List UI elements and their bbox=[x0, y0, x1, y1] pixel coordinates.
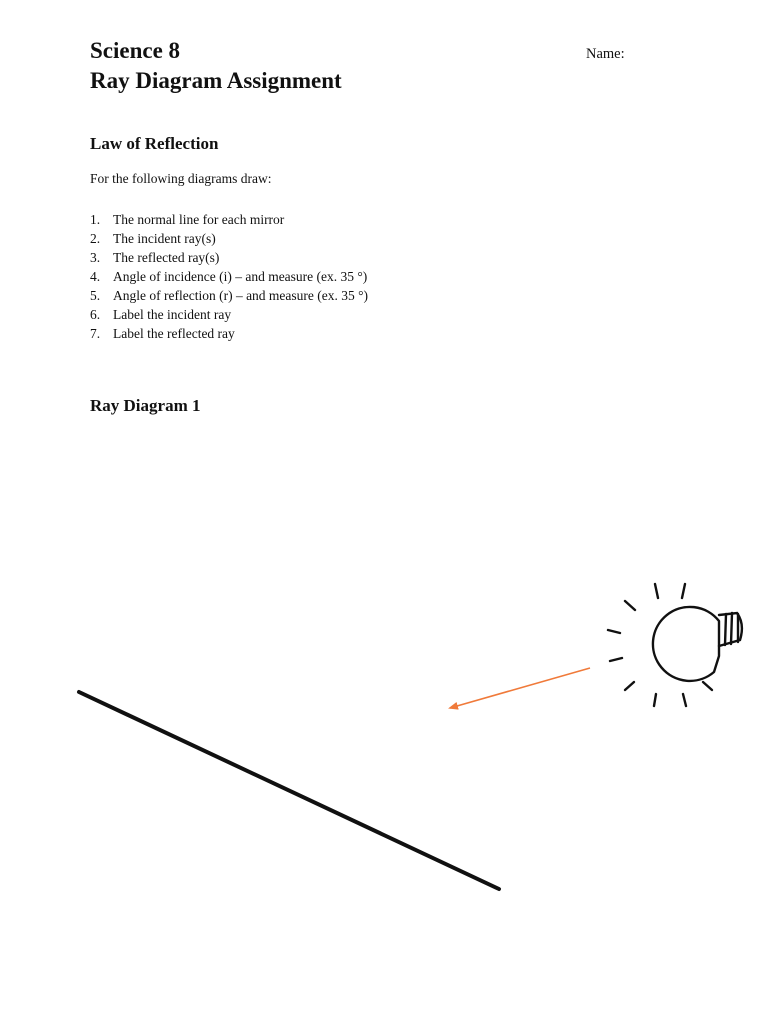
name-label: Name: bbox=[586, 46, 625, 62]
list-item: 7. Label the reflected ray bbox=[90, 326, 235, 341]
list-item: 3. The reflected ray(s) bbox=[90, 250, 220, 265]
list-item: 1. The normal line for each mirror bbox=[90, 212, 285, 227]
incident-ray-arrow bbox=[450, 668, 590, 708]
list-item: 2. The incident ray(s) bbox=[90, 231, 216, 246]
light-bulb-icon bbox=[608, 584, 742, 706]
list-item: 5. Angle of reflection (r) – and measure (ex. 35 °) bbox=[90, 288, 369, 303]
list-item: 4. Angle of incidence (i) – and measure (ex. 35 °) bbox=[90, 269, 368, 284]
list-item: 6. Label the incident ray bbox=[90, 307, 232, 322]
instructions-intro: For the following diagrams draw: bbox=[90, 171, 272, 186]
section-heading-ray-diagram-1: Ray Diagram 1 bbox=[90, 396, 201, 415]
plane-mirror bbox=[79, 692, 499, 889]
section-heading-law-of-reflection: Law of Reflection bbox=[90, 134, 219, 153]
title-line-1: Science 8 bbox=[90, 38, 181, 63]
title-line-2: Ray Diagram Assignment bbox=[90, 68, 342, 93]
